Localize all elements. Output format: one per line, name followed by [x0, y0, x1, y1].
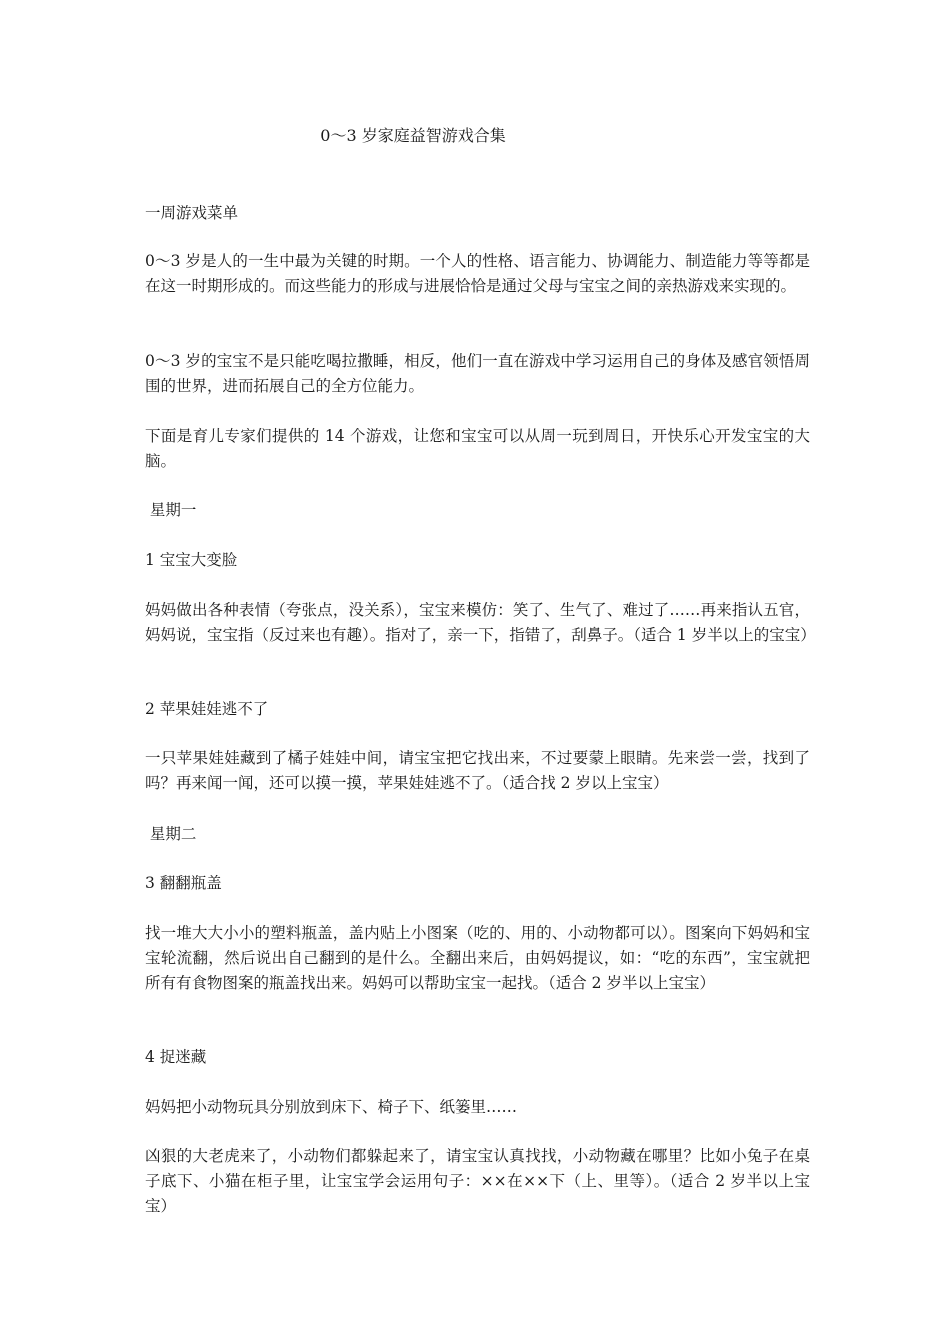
game-1-title: 1 宝宝大变脸: [145, 551, 238, 569]
game-2-title: 2 苹果娃娃逃不了: [145, 700, 269, 718]
day-heading-monday: 星期一: [145, 501, 197, 519]
game-1-text: 妈妈做出各种表情（夸张点，没关系），宝宝来模仿：笑了、生气了、难过了……再来指认五官，妈妈说，宝宝指（反过来也有趣）。指对了，亲一下，指错了，刮鼻子。（适合 1 岁半以上的宝宝）: [145, 601, 816, 644]
game-3-title: 3 翻翻瓶盖: [145, 874, 222, 892]
game-4-text-1: 妈妈把小动物玩具分别放到床下、椅子下、纸篓里……: [145, 1098, 518, 1116]
intro-paragraph-2: 0～3 岁的宝宝不是只能吃喝拉撒睡，相反，他们一直在游戏中学习运用自己的身体及感官领悟周围的世界，进而拓展自己的全方位能力。: [145, 352, 810, 395]
game-2-text: 一只苹果娃娃藏到了橘子娃娃中间，请宝宝把它找出来，不过要蒙上眼睛。先来尝一尝，找到了吗？再来闻一闻，还可以摸一摸，苹果娃娃逃不了。（适合找 2 岁以上宝宝）: [145, 749, 810, 792]
menu-heading: 一周游戏菜单: [145, 204, 239, 222]
game-4-title: 4 捉迷藏: [145, 1048, 207, 1066]
intro-paragraph-1: 0～3 岁是人的一生中最为关键的时期。一个人的性格、语言能力、协调能力、制造能力等等都是在这一时期形成的。而这些能力的形成与进展恰恰是通过父母与宝宝之间的亲热游戏来实现的。: [145, 252, 810, 295]
document-title: [0, 124, 950, 148]
day-heading-tuesday: 星期二: [145, 825, 197, 843]
document-title-text: 0～3 岁家庭益智游戏合集: [320, 126, 506, 145]
intro-paragraph-3: 下面是育儿专家们提供的 14 个游戏，让您和宝宝可以从周一玩到周日，开快乐心开发宝宝的大脑。: [145, 427, 810, 470]
game-3-text: 找一堆大大小小的塑料瓶盖，盖内贴上小图案（吃的、用的、小动物都可以）。图案向下妈妈和宝宝轮流翻，然后说出自己翻到的是什么。全翻出来后，由妈妈提议，如：“吃的东西”，宝宝就把所有有食物图案的瓶盖找出来。妈妈可以帮助宝宝一起找。（适合 2 岁半以上宝宝）: [145, 924, 810, 992]
game-4-text-2: 凶狠的大老虎来了，小动物们都躲起来了，请宝宝认真找找，小动物藏在哪里？比如小兔子在桌子底下、小猫在柜子里，让宝宝学会运用句子：××在××下（上、里等）。（适合 2 岁半以上宝宝）: [145, 1147, 810, 1215]
